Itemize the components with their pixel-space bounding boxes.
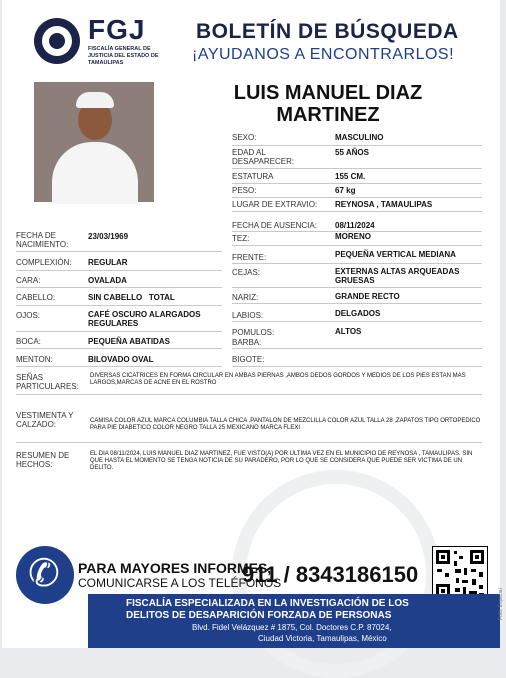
divider [16,366,222,367]
field-label-pomulos: POMULOS: [232,328,275,337]
field-value-menton: BILOVADO OVAL [88,355,154,364]
field-value-frente: PEQUEÑA VERTICAL MEDIANA [335,250,456,259]
hechos-label: RESUMEN DE HECHOS: [16,451,70,469]
phone-glyph-icon: ✆ [28,553,60,595]
field-value-peso: 67 kg [335,186,356,195]
field-label-nariz: NARIZ: [232,293,259,302]
divider [232,366,482,367]
divider [16,348,222,349]
field-value-edad: 55 AÑOS [335,148,369,157]
senas-value: DIVERSAS CICATRICES EN FORMA CIRCULAR EN AMBAS PIERNAS ,AMBOS DEDOS GORDOS Y MEDIOS DE LOS PIES ESTAN MAS LARGOS,MARCAS DE ACNE EN EL ROSTRO [90,373,466,386]
divider [16,251,222,252]
field-value-estatura: 155 CM. [335,172,366,181]
divider [232,168,482,169]
divider [232,303,482,304]
divider [232,263,482,264]
field-label-bigote: BIGOTE: [232,355,265,364]
field-label-fecha-nacimiento: FECHA DE NACIMIENTO: [16,231,69,249]
field-value-ojos: CAFÉ OSCURO ALARGADOS REGULARES [88,310,201,328]
field-label-sexo: SEXO: [232,133,257,142]
footer-city: Ciudad Victoria, Tamaulipas, México [258,634,387,643]
field-label-lugar: LUGAR DE EXTRAVIO: [232,200,318,209]
field-label-edad: EDAD AL DESAPARECER: [232,148,295,166]
divider [232,211,482,212]
field-value-lugar: REYNOSA , TAMAULIPAS [335,200,433,209]
divider [232,183,482,184]
field-label-fecha-ausencia: FECHA DE AUSENCIA: [232,221,317,230]
field-label-frente: FRENTE: [232,253,267,262]
divider [232,145,482,146]
field-label-barba: BARBA: [232,338,262,347]
senas-label: SEÑAS PARTICULARES: [16,373,79,391]
person-name [208,82,448,126]
field-value-cejas: EXTERNAS ALTAS ARQUEADAS GRUESAS [335,267,460,285]
divider [16,331,222,332]
photo-credit: Foto: Especial [498,588,504,620]
field-value-tez: MORENO [335,232,371,241]
field-label-cara: CARA: [16,276,41,285]
call-text: COMUNICARSE A LOS TELÉFONOS [78,576,282,590]
person-name-line1: LUIS MANUEL DIAZ [233,82,423,104]
field-value-complexion: REGULAR [88,258,128,267]
vestimenta-label: VESTIMENTA Y CALZADO: [16,411,74,429]
field-value-boca: PEQUEÑA ABATIDAS [88,337,170,346]
field-label-ojos: OJOS: [16,311,41,320]
divider [16,270,222,271]
field-label-menton: MENTON: [16,355,53,364]
seal-core [49,33,65,49]
field-value-cabello: SIN CABELLO TOTAL [88,293,175,302]
field-value-nariz: GRANDE RECTO [335,292,400,301]
divider [232,197,482,198]
divider [232,348,482,349]
field-label-tez: TEZ: [232,234,250,243]
bulletin-title: BOLETÍN DE BÚSQUEDA [196,20,459,43]
field-label-complexion: COMPLEXIÓN: [16,258,72,267]
divider [232,245,482,246]
field-label-cejas: CEJAS: [232,268,261,277]
divider [232,287,482,288]
phone-numbers: 911 / 8343186150 [242,562,419,587]
divider [232,321,482,322]
vestimenta-value: CAMISA COLOR AZUL MARCA COLUMBIA TALLA CHICA ,PANTALON DE MEZCLILLA COLOR AZUL TALLA 28 ,ZAPATOS TIPO ORTOPEDICO PARA PIE DIABETICO COLOR NEGRO TALLA 25 MEXICANO MARCA FLEXI [90,418,481,431]
logo-subtitle: FISCALÍA GENERAL DE JUSTICIA DEL ESTADO DE TAMAULIPAS [88,46,159,66]
missing-person-photo [34,82,154,202]
field-value-labios: DELGADOS [335,309,381,318]
divider [16,305,222,306]
bulletin-page [2,0,504,648]
field-label-boca: BOCA: [16,337,41,346]
footer-line-1: FISCALÍA ESPECIALIZADA EN LA INVESTIGACIÓN DE LOS [126,598,409,609]
field-label-estatura: ESTATURA [232,172,274,181]
field-value-cara: OVALADA [88,276,127,285]
field-value-sexo: MASCULINO [335,133,384,142]
field-label-peso: PESO: [232,186,257,195]
divider [16,287,222,288]
footer-line-2: DELITOS DE DESAPARICIÓN FORZADA DE PERSONAS [126,610,392,621]
field-value-pomulos: ALTOS [335,327,362,336]
field-value-fecha-nacimiento: 23/03/1969 [88,232,129,241]
person-name-line2: MARTINEZ [276,104,380,126]
field-label-cabello: CABELLO: [16,293,56,302]
bulletin-subtitle: ¡AYUDANOS A ENCONTRARLOS! [192,46,455,63]
hechos-value: EL DIA 08/11/2024, LUIS MANUEL DIAZ MARTINEZ, FUE VISTO(A) POR ULTIMA VEZ EN EL MUNICIPIO DE REYNOSA , TAMAULIPAS. SIN QUE HASTA EL MOMENTO SE TENGA NOTICIA DE SU PARADERO, POR LO QUE SE CONSIDERA QUE PUEDE SER VICTIMA DE UN DELITO. [90,451,473,471]
field-label-labios: LABIOS: [232,311,264,320]
divider [16,394,482,395]
field-value-fecha-ausencia: 08/11/2024 [335,221,375,230]
more-info-text: PARA MAYORES INFORMES, [78,560,272,576]
divider [16,442,482,443]
footer-address: Blvd. Fidel Velázquez # 1875, Col. Doctores C.P. 87024, [192,623,392,632]
logo-text: FGJ [88,14,146,45]
